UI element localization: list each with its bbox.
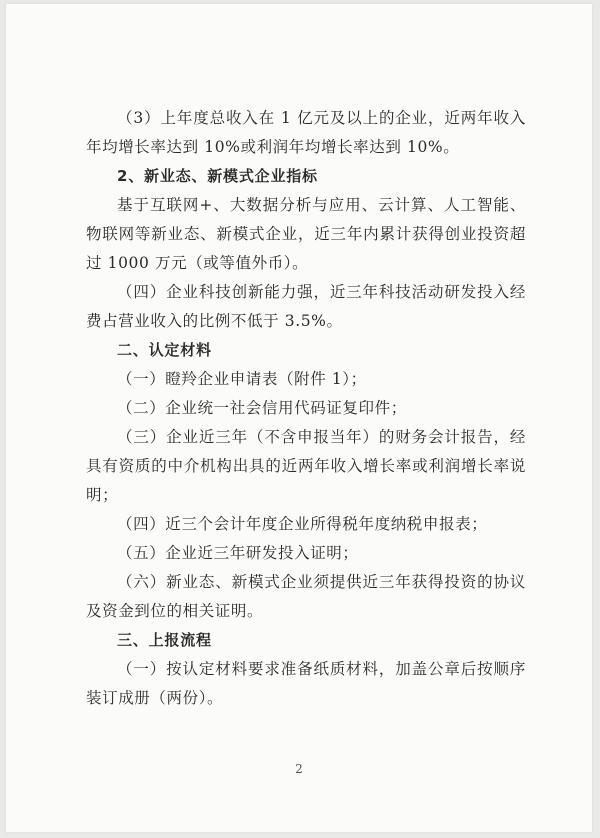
list-item: （二）企业统一社会信用代码证复印件；	[117, 399, 407, 417]
list-item: （六）新业态、新模式企业须提供近三年获得投资的协议及资金到位的相关证明。	[86, 573, 526, 620]
paragraph: 基于互联网+、大数据分析与应用、云计算、人工智能、物联网等新业态、新模式企业，近三年内累计获得创业投资超过 1000 万元（或等值外币）。	[86, 196, 526, 272]
page-number: 2	[295, 762, 303, 776]
paragraph: （3）上年度总收入在 1 亿元及以上的企业，近两年收入年均增长率达到 10%或利润年均增长率达到 10%。	[86, 109, 526, 156]
document-page	[6, 4, 592, 832]
document-body	[86, 104, 526, 713]
list-item: （五）企业近三年研发投入证明；	[117, 544, 359, 562]
section-heading: 2、新业态、新模式企业指标	[117, 167, 318, 185]
section-heading: 二、认定材料	[117, 341, 212, 359]
list-item: （三）企业近三年（不含申报当年）的财务会计报告，经具有资质的中介机构出具的近两年收入增长率或利润增长率说明；	[86, 428, 526, 504]
section-heading: 三、上报流程	[117, 631, 212, 649]
list-item: （四）近三个会计年度企业所得税年度纳税申报表；	[117, 515, 488, 533]
paragraph: （四）企业科技创新能力强，近三年科技活动研发投入经费占营业收入的比例不低于 3.5%。	[86, 283, 526, 330]
list-item: （一）瞪羚企业申请表（附件 1）；	[117, 370, 367, 388]
list-item: （一）按认定材料要求准备纸质材料，加盖公章后按顺序装订成册（两份）。	[86, 660, 526, 707]
